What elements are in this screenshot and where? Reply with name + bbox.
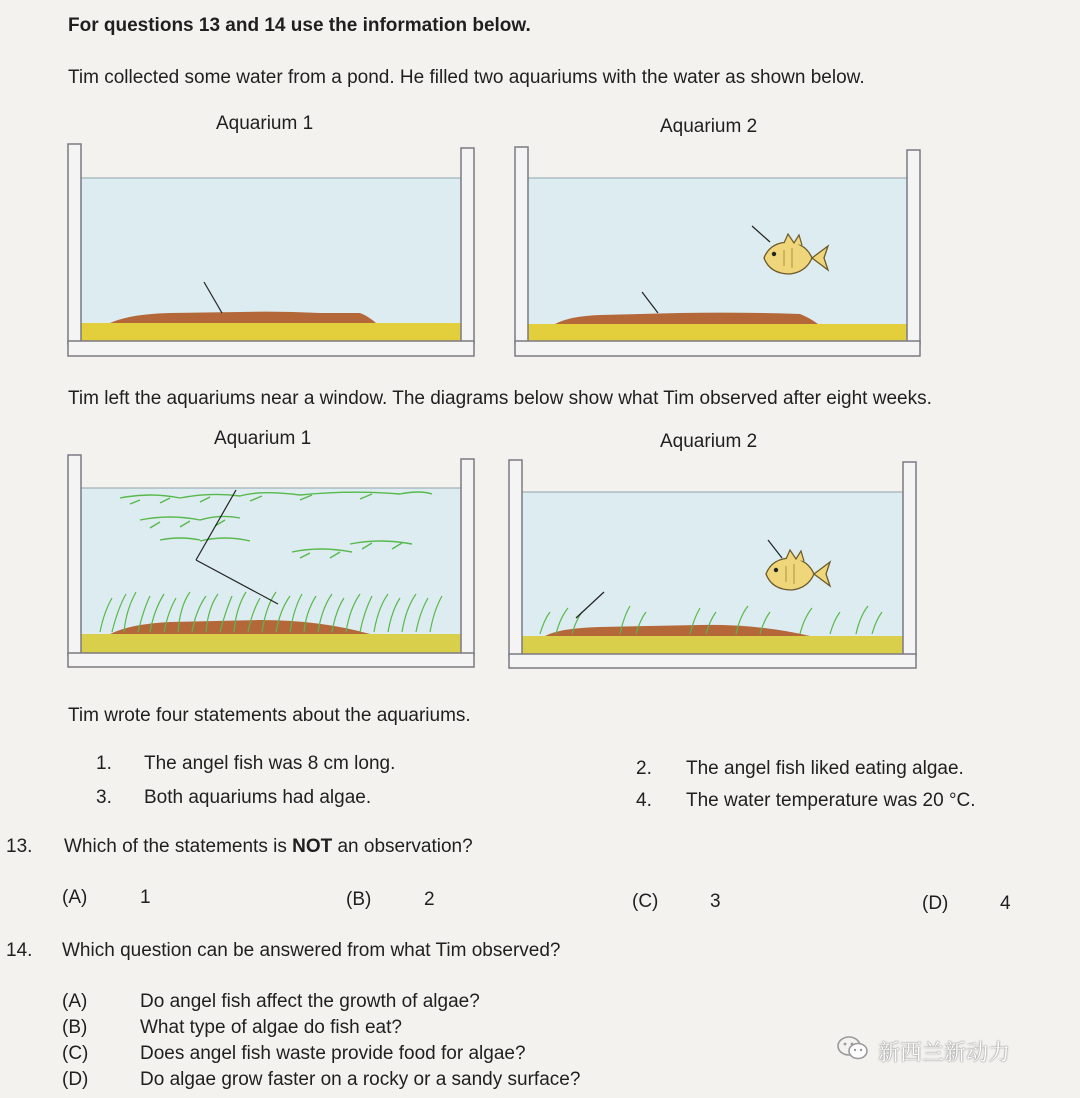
page-header: For questions 13 and 14 use the information below. [68, 15, 531, 36]
q13-option-value[interactable]: 2 [424, 889, 435, 910]
q13-option-letter[interactable]: (A) [62, 887, 88, 908]
q13-option-value[interactable]: 1 [140, 887, 151, 908]
q14-option-text[interactable]: Does angel fish waste provide food for algae? [140, 1043, 526, 1064]
q14-number: 14. [6, 940, 33, 961]
q14-question: Which question can be answered from what Tim observed? [62, 940, 561, 961]
q14-option-text[interactable]: Do angel fish affect the growth of algae? [140, 991, 480, 1012]
q14-option-letter[interactable]: (A) [62, 991, 88, 1012]
intro-text: Tim collected some water from a pond. He filled two aquariums with the water as shown below. [68, 67, 865, 88]
after-aquarium2-title: Aquarium 2 [660, 431, 758, 452]
q13-question: Which of the statements is NOT an observation? [64, 836, 473, 857]
statement-text: The water temperature was 20 °C. [686, 790, 976, 811]
statement-text: Both aquariums had algae. [144, 787, 372, 808]
q13-option-letter[interactable]: (B) [346, 889, 372, 910]
aquarium-before-2 [515, 147, 920, 356]
q13-number: 13. [6, 836, 33, 857]
q14-option-letter[interactable]: (B) [62, 1017, 88, 1038]
statement-number: 1. [96, 753, 112, 774]
q14-option-text[interactable]: What type of algae do fish eat? [140, 1017, 402, 1038]
after-aquarium1-title: Aquarium 1 [214, 428, 312, 449]
aquarium-after-1 [68, 455, 474, 667]
before-aquarium1-title: Aquarium 1 [216, 113, 314, 134]
q13-option-letter[interactable]: (C) [632, 891, 659, 912]
aquarium-before-1 [68, 144, 474, 356]
statement-text: The angel fish was 8 cm long. [144, 753, 396, 774]
q14-option-letter[interactable]: (C) [62, 1043, 89, 1064]
statement-text: The angel fish liked eating algae. [686, 758, 964, 779]
statement-number: 3. [96, 787, 112, 808]
statement-number: 2. [636, 758, 652, 779]
watermark-text: 新西兰新动力 [878, 1039, 1011, 1065]
statements-intro: Tim wrote four statements about the aquariums. [68, 705, 471, 726]
q13-emphasis: NOT [292, 836, 333, 857]
before-aquarium2-title: Aquarium 2 [660, 116, 758, 137]
statement-number: 4. [636, 790, 652, 811]
aquarium-after-2 [509, 460, 916, 668]
q13-option-value[interactable]: 4 [1000, 893, 1011, 914]
middle-text: Tim left the aquariums near a window. The diagrams below show what Tim observed after eight weeks. [68, 388, 932, 409]
q13-option-letter[interactable]: (D) [922, 893, 949, 914]
q14-option-text[interactable]: Do algae grow faster on a rocky or a sandy surface? [140, 1069, 581, 1090]
q14-option-letter[interactable]: (D) [62, 1069, 89, 1090]
q13-option-value[interactable]: 3 [710, 891, 721, 912]
